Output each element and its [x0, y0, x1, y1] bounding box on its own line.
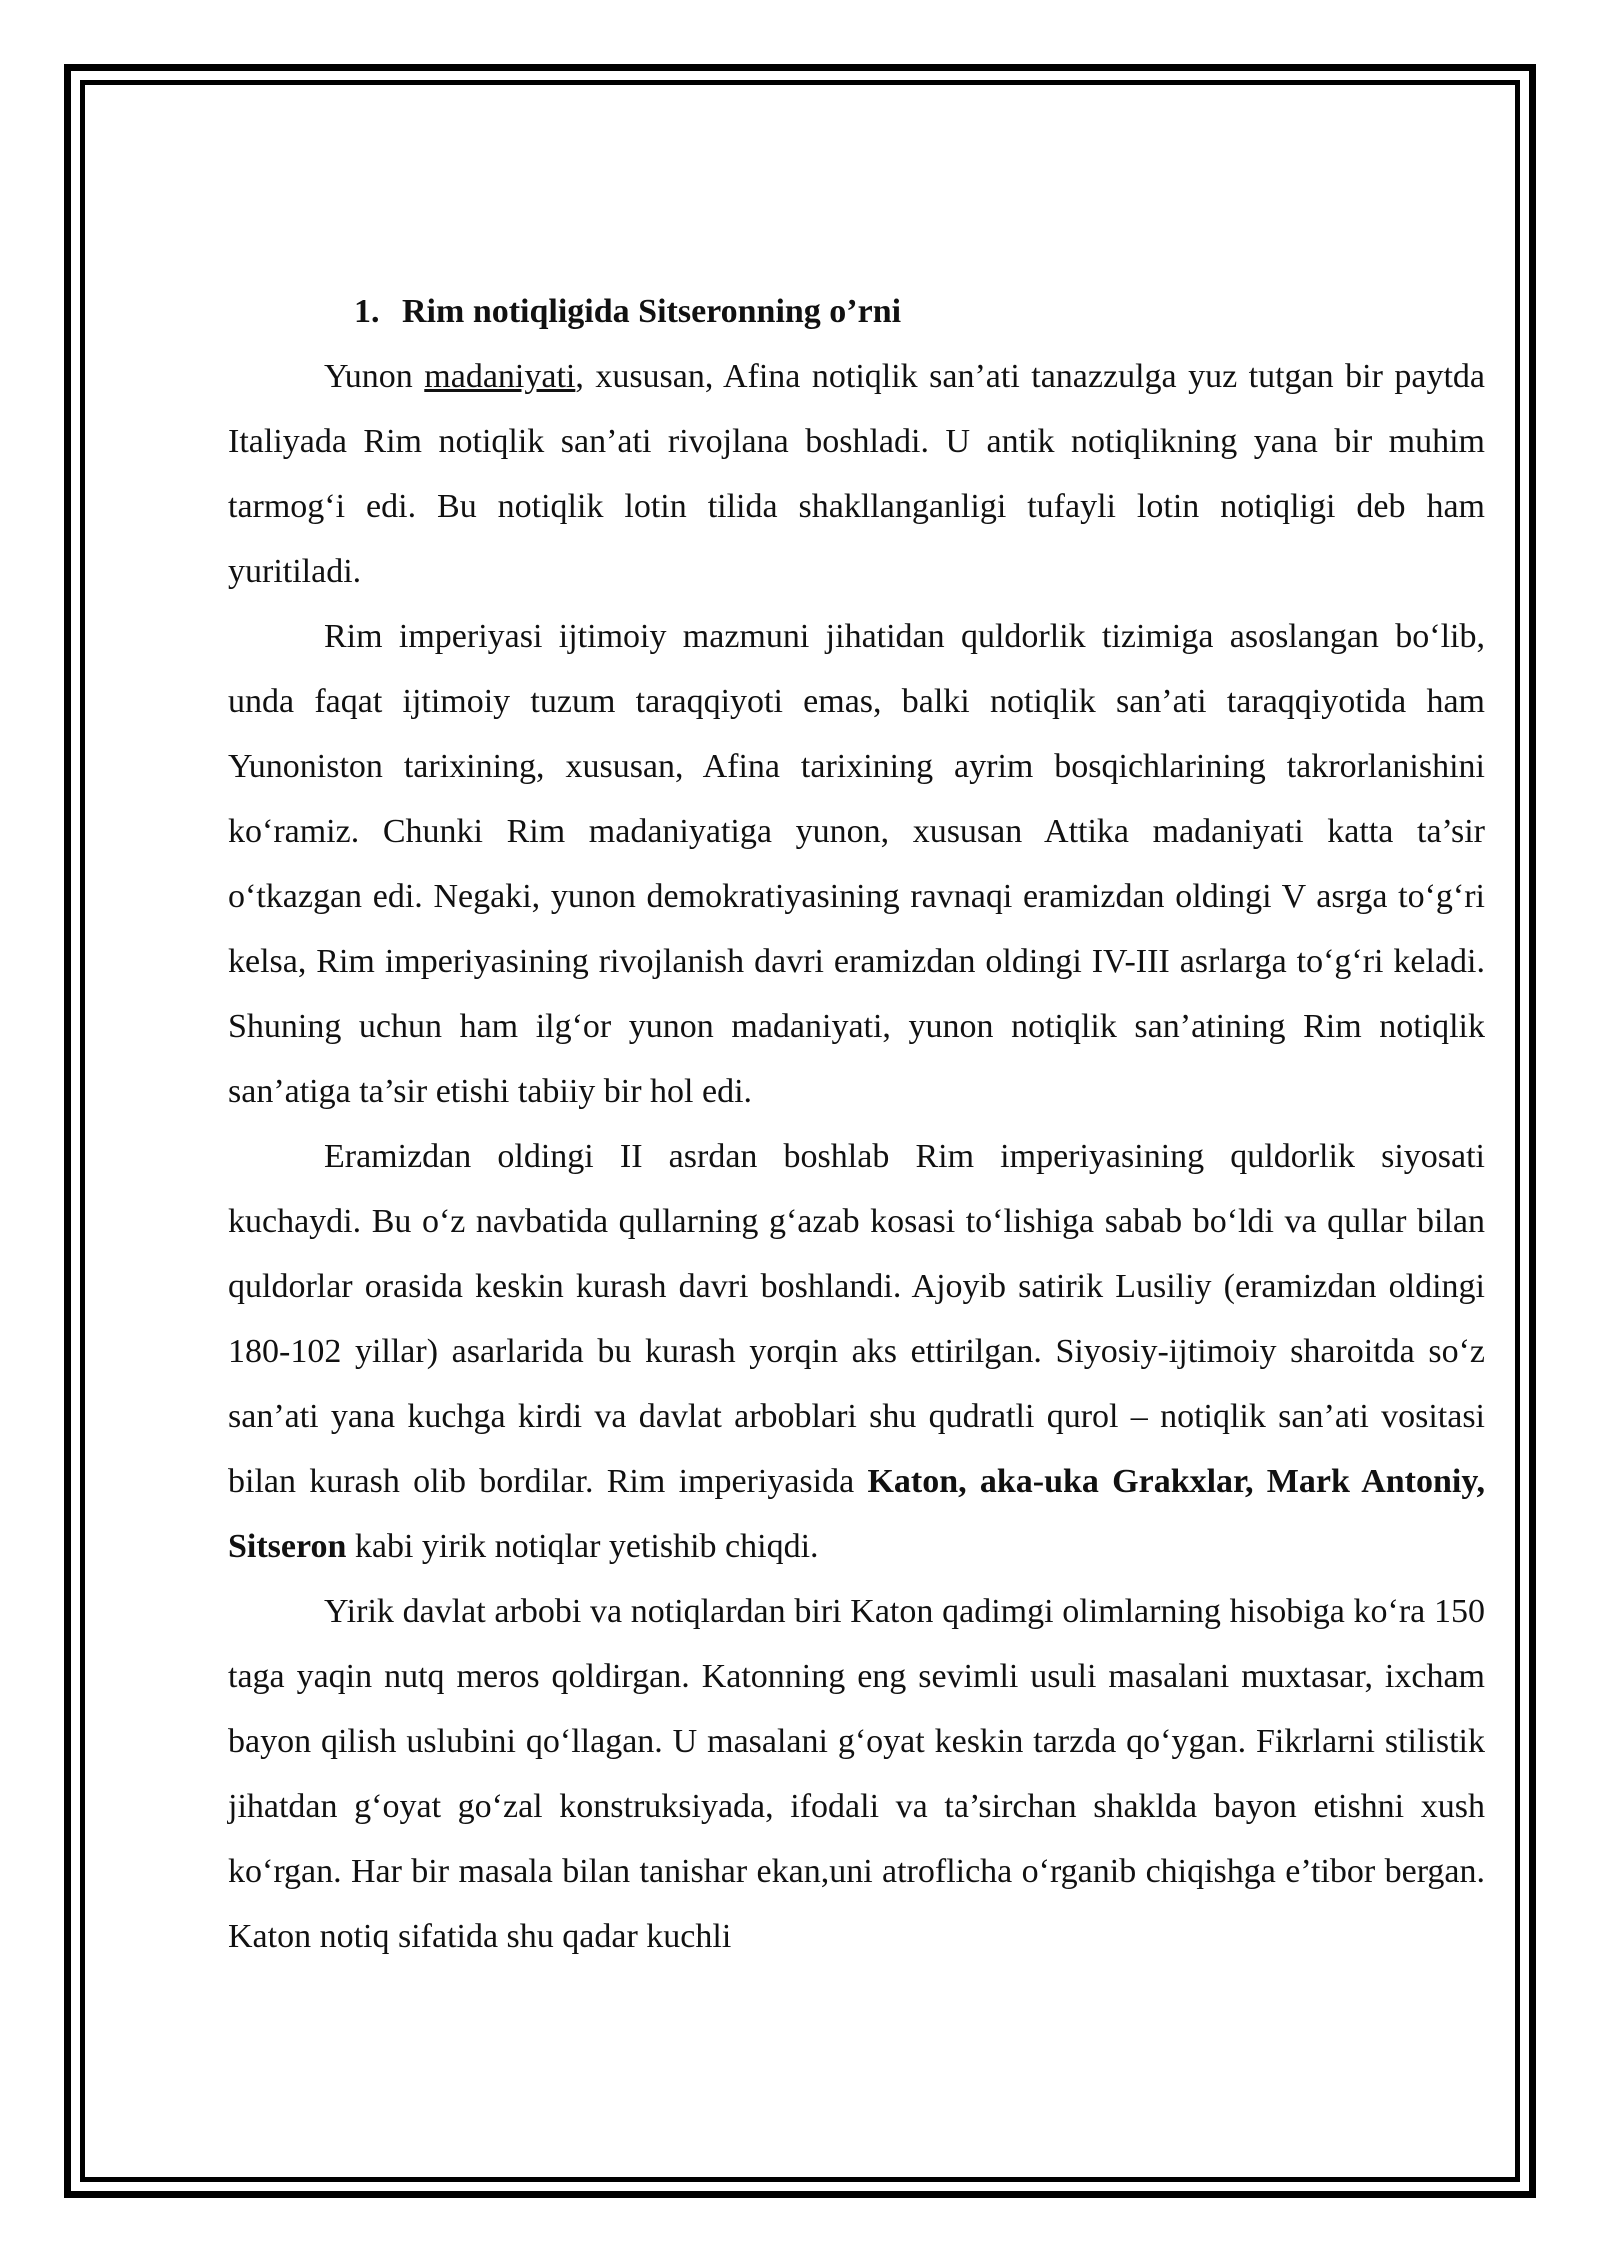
section-heading	[228, 286, 1485, 338]
paragraph-1-text-b: , xususan, Afina notiqlik san’ati tanazzulga yuz tutgan bir paytda Italiyada Rim notiqlik san’ati rivojlana boshladi. U antik notiqlikning yana bir muhim tarmogʻi edi. Bu notiqlik lotin tilida shakllanganligi tufayli lotin notiqligi deb ham yuritiladi.	[228, 358, 1485, 590]
orators-names: Katon, aka-uka Grakxlar, Mark Antoniy, Sitseron	[228, 1463, 1485, 1565]
paragraph-3-text-a: Eramizdan oldingi II asrdan boshlab Rim imperiyasining quldorlik siyosati kuchaydi. Bu oʻz navbatida qullarning gʻazab kosasi toʻlishiga sabab boʻldi va qullar bilan quldorlar orasida keskin kurash davri boshlandi. Ajoyib satirik Lusiliy (eramizdan oldingi 180-102 yillar) asarlarida bu kurash yorqin aks ettirilgan. Siyosiy-ijtimoiy sharoitda soʻz san’ati yana kuchga kirdi va davlat arboblari shu qudratli qurol – notiqlik san’ati vositasi bilan kurash olib bordilar. Rim imperiyasida	[228, 1138, 1485, 1500]
heading-number: 1.	[354, 293, 380, 330]
document-body	[228, 286, 1485, 1969]
paragraph-4: Yirik davlat arbobi va notiqlardan biri Katon qadimgi olimlarning hisobiga koʻra 150 taga yaqin nutq meros qoldirgan. Katonning eng sevimli usuli masalani muxtasar, ixcham bayon qilish uslubini qoʻllagan. U masalani gʻoyat keskin tarzda qoʻygan. Fikrlarni stilistik jihatdan gʻoyat goʻzal konstruksiyada, ifodali va ta’sirchan shaklda bayon etishni xush koʻrgan. Har bir masala bilan tanishar ekan,uni atroflicha oʻrganib chiqishga e’tibor bergan. Katon notiq sifatida shu qadar kuchli	[228, 1593, 1485, 1955]
madaniyati-link[interactable]: madaniyati	[424, 358, 576, 395]
paragraph-2: Rim imperiyasi ijtimoiy mazmuni jihatidan quldorlik tizimiga asoslangan boʻlib, unda faqat ijtimoiy tuzum taraqqiyoti emas, balki notiqlik san’ati taraqqiyotida ham Yunoniston tarixining, xususan, Afina tarixining ayrim bosqichlarining takrorlanishini koʻramiz. Chunki Rim madaniyatiga yunon, xususan Attika madaniyati katta ta’sir oʻtkazgan edi. Negaki, yunon demokratiyasining ravnaqi eramizdan oldingi V asrga toʻgʻri kelsa, Rim imperiyasining rivojlanish davri eramizdan oldingi IV-III asrlarga toʻgʻri keladi. Shuning uchun ham ilgʻor yunon madaniyati, yunon notiqlik san’atining Rim notiqlik san’atiga ta’sir etishi tabiiy bir hol edi.	[228, 618, 1485, 1110]
heading-text: Rim notiqligida Sitseronning o’rni	[402, 293, 902, 330]
paragraph-1	[228, 344, 1485, 604]
paragraph-1-text-a: Yunon	[324, 358, 425, 395]
paragraph-3-text-b: kabi yirik notiqlar yetishib chiqdi.	[346, 1528, 819, 1565]
paragraph-3	[228, 1124, 1485, 1579]
